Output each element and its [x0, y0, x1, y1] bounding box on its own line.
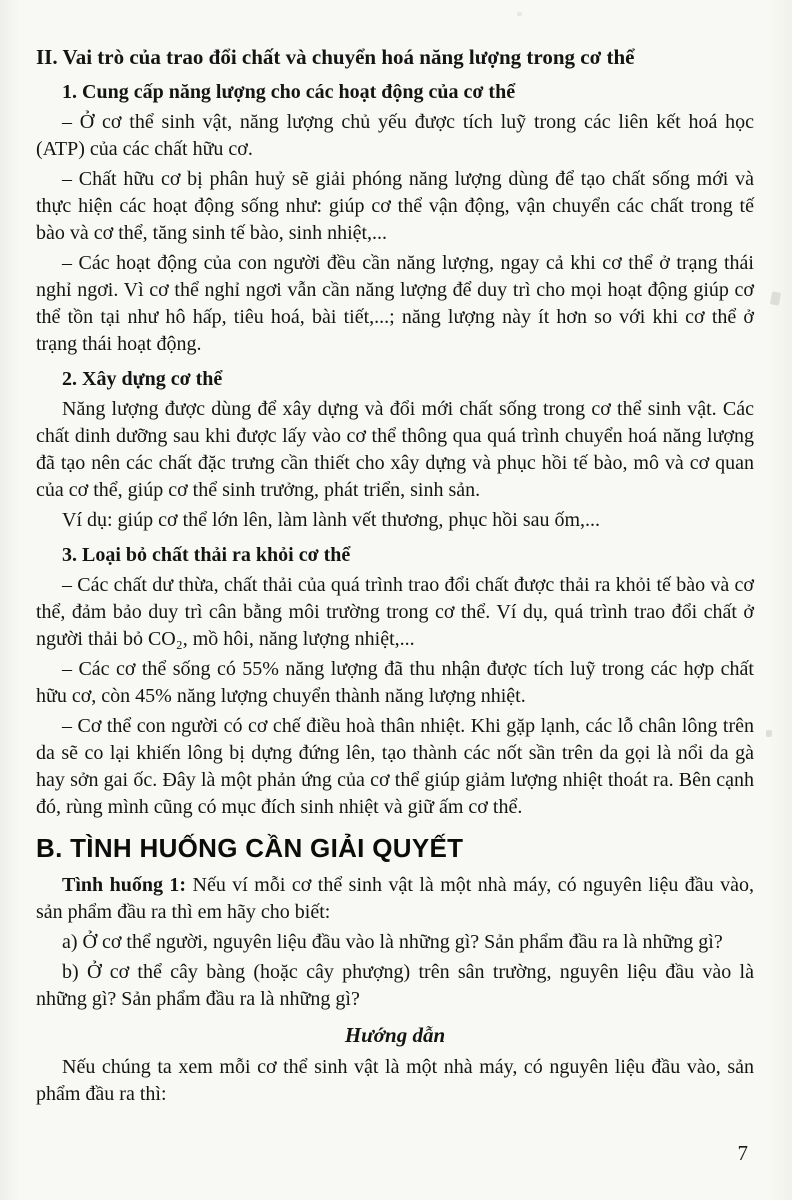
page-title: II. Vai trò của trao đổi chất và chuyển hoá năng lượng trong cơ thể	[36, 45, 635, 69]
section-b-title: B. TÌNH HUỐNG CẦN GIẢI QUYẾT	[36, 833, 464, 864]
paragraph: – Các chất dư thừa, chất thải của quá trình trao đổi chất được thải ra khỏi tế bào và cơ thể, đảm bảo duy trì cân bằng môi trường trong cơ thể. Ví dụ, quá trình trao đổi chất ở người thải bỏ CO₂, mồ hôi, năng lượng nhiệt,...	[36, 574, 754, 651]
question-item-a: a) Ở cơ thể người, nguyên liệu đầu vào là những gì? Sản phẩm đầu ra là những gì?	[62, 931, 723, 954]
paragraph: – Các cơ thể sống có 55% năng lượng đã thu nhận được tích luỹ trong các hợp chất hữu cơ, còn 45% năng lượng chuyển thành năng lượng nhiệt.	[36, 658, 754, 708]
paragraph: – Các hoạt động của con người đều cần năng lượng, ngay cả khi cơ thể ở trạng thái nghỉ ngơi. Vì cơ thể nghỉ ngơi vẫn cần năng lượng để duy trì cho mọi hoạt động giúp cơ thể tồn tại như hô hấp, tiêu hoá, bài tiết,...; năng lượng này ít hơn so với khi cơ thể ở trạng thái hoạt động.	[36, 252, 754, 356]
scan-artifact	[766, 730, 772, 737]
situation-1-label: Tình huống 1:	[62, 874, 187, 897]
scan-artifact	[517, 12, 522, 16]
guide-heading: Hướng dẫn	[344, 1023, 446, 1048]
guide-intro-paragraph: Nếu chúng ta xem mỗi cơ thể sinh vật là một nhà máy, có nguyên liệu đầu vào, sản phẩm đầu ra thì:	[36, 1056, 754, 1106]
subsection-3-heading: 3. Loại bỏ chất thải ra khỏi cơ thể	[62, 544, 351, 567]
question-item-b: b) Ở cơ thể cây bàng (hoặc cây phượng) trên sân trường, nguyên liệu đầu vào là những gì? Sản phẩm đầu ra là những gì?	[36, 961, 754, 1011]
paragraph: – Cơ thể con người có cơ chế điều hoà thân nhiệt. Khi gặp lạnh, các lỗ chân lông trên da sẽ co lại khiến lông bị dựng đứng lên, tạo thành các nốt sần trên da gọi là nổi da gà hay sởn gai ốc. Đây là một phản ứng của cơ thể giúp giảm lượng nhiệt thoát ra. Bên cạnh đó, rùng mình cũng có mục đích sinh nhiệt và giữ ấm cơ thể.	[36, 715, 754, 819]
situation-1-text: Nếu ví mỗi cơ thể sinh vật là một nhà máy, có nguyên liệu đầu vào, sản phẩm đầu ra thì em hãy cho biết:	[36, 874, 754, 924]
subsection-3	[36, 542, 754, 821]
subsection-1-heading: 1. Cung cấp năng lượng cho các hoạt động của cơ thể	[62, 81, 516, 104]
paragraph: Năng lượng được dùng để xây dựng và đổi mới chất sống trong cơ thể sinh vật. Các chất dinh dưỡng sau khi được lấy vào cơ thể thông qua quá trình chuyển hoá năng lượng đã tạo nên các chất đặc trưng cần thiết cho xây dựng và phục hồi tế bào, mô và cơ quan của cơ thể, giúp cơ thể sinh trưởng, phát triển, sinh sản.	[36, 398, 754, 502]
situation-1-paragraph	[36, 872, 754, 926]
paragraph: Ví dụ: giúp cơ thể lớn lên, làm lành vết thương, phục hồi sau ốm,...	[62, 509, 601, 532]
paragraph: – Ở cơ thể sinh vật, năng lượng chủ yếu được tích luỹ trong các liên kết hoá học (ATP) của các chất hữu cơ.	[36, 111, 754, 161]
page-number: 7	[737, 1141, 748, 1165]
paragraph: – Chất hữu cơ bị phân huỷ sẽ giải phóng năng lượng dùng để tạo chất sống mới và thực hiện các hoạt động sống như: giúp cơ thể vận động, vận chuyển các chất trong tế bào và cơ thể, tăng sinh tế bào, sinh nhiệt,...	[36, 168, 754, 245]
subsection-2	[36, 366, 754, 534]
subsection-2-heading: 2. Xây dựng cơ thể	[62, 368, 223, 391]
section-b	[36, 833, 754, 1108]
subsection-1	[36, 79, 754, 358]
